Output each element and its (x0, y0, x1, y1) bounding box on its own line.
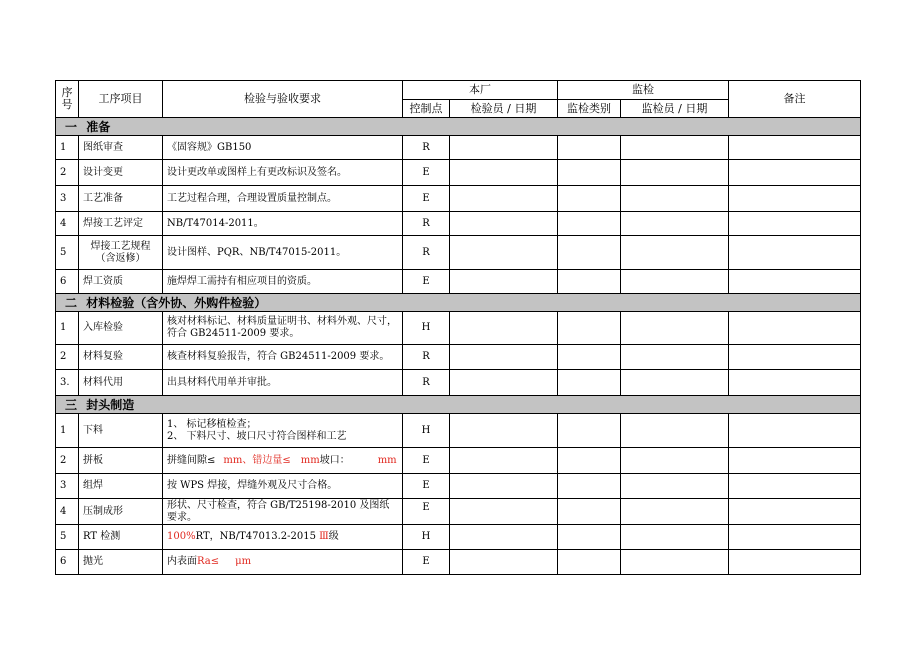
table-row (56, 474, 861, 499)
row-inspector-cell[interactable] (450, 474, 558, 499)
row-no: 3 (56, 474, 79, 499)
row-no: 6 (56, 270, 79, 294)
table-row (56, 270, 861, 294)
row-control-point: E (403, 499, 450, 525)
req-gap-unit: mm、错边量≤ (223, 454, 291, 466)
req-gap-label: 拼缝间隙≤ (167, 454, 216, 466)
header-factory: 本厂 (403, 81, 558, 100)
req-surface-label: 内表面 (167, 556, 197, 567)
row-requirement (163, 550, 403, 575)
row-inspector-cell[interactable] (450, 414, 558, 448)
row-sup-category-cell[interactable] (558, 186, 621, 212)
row-sup-category-cell[interactable] (558, 212, 621, 236)
row-no: 5 (56, 525, 79, 550)
row-control-point: E (403, 474, 450, 499)
row-no: 6 (56, 550, 79, 575)
table-row (56, 186, 861, 212)
table-row (56, 345, 861, 370)
row-requirement (163, 448, 403, 474)
table-row (56, 550, 861, 575)
row-no: 5 (56, 236, 79, 270)
row-requirement (163, 312, 403, 345)
row-sup-inspector-cell[interactable] (621, 474, 729, 499)
row-control-point: E (403, 160, 450, 186)
table-row (56, 212, 861, 236)
row-inspector-cell[interactable] (450, 345, 558, 370)
row-requirement-line1: 1、 标记移植检查； (167, 418, 257, 430)
table-row (56, 136, 861, 160)
row-sup-category-cell[interactable] (558, 345, 621, 370)
row-sup-inspector-cell[interactable] (621, 212, 729, 236)
row-item: 下料 (79, 414, 163, 448)
table-row (56, 448, 861, 474)
row-control-point: E (403, 550, 450, 575)
row-control-point: R (403, 236, 450, 270)
row-control-point: R (403, 345, 450, 370)
row-item: 抛光 (79, 550, 163, 575)
row-requirement: 设计更改单或图样上有更改标识及签名。 (163, 160, 403, 186)
row-sup-inspector-cell[interactable] (621, 186, 729, 212)
row-item-line2: （含返修） (95, 252, 146, 264)
row-remark-cell[interactable] (729, 270, 861, 294)
row-sup-inspector-cell[interactable] (621, 448, 729, 474)
header-supervision: 监检 (558, 81, 729, 100)
row-sup-category-cell[interactable] (558, 236, 621, 270)
row-requirement-line2: 2、 下料尺寸、坡口尺寸符合图样和工艺 (167, 430, 347, 442)
req-bevel-label: 坡口： (319, 454, 350, 466)
row-sup-inspector-cell[interactable] (621, 136, 729, 160)
table-row (56, 160, 861, 186)
req-rt-percent: 100% (167, 531, 196, 542)
row-remark-cell[interactable] (729, 136, 861, 160)
row-requirement (163, 414, 403, 448)
row-sup-category-cell[interactable] (558, 525, 621, 550)
table-row (56, 370, 861, 396)
row-inspector-cell[interactable] (450, 448, 558, 474)
row-requirement: 按 WPS 焊接，焊缝外观及尺寸合格。 (163, 474, 403, 499)
row-control-point: H (403, 525, 450, 550)
row-inspector-cell[interactable] (450, 370, 558, 396)
row-sup-inspector-cell[interactable] (621, 525, 729, 550)
row-remark-cell[interactable] (729, 186, 861, 212)
row-requirement-line2: 符合 GB24511-2009 要求。 (167, 328, 300, 339)
row-requirement: 核查材料复验报告，符合 GB24511-2009 要求。 (163, 345, 403, 370)
table-row (56, 312, 861, 345)
table-row (56, 414, 861, 448)
row-sup-inspector-cell[interactable] (621, 160, 729, 186)
row-sup-inspector-cell[interactable] (621, 270, 729, 294)
row-item: 工艺准备 (79, 186, 163, 212)
row-requirement: NB/T47014-2011。 (163, 212, 403, 236)
req-surface-unit: μm (235, 556, 252, 567)
row-control-point: E (403, 270, 450, 294)
row-remark-cell[interactable] (729, 414, 861, 448)
row-sup-inspector-cell[interactable] (621, 312, 729, 345)
row-requirement: 设计图样、PQR、NB/T47015-2011。 (163, 236, 403, 270)
row-item: 设计变更 (79, 160, 163, 186)
row-requirement: 工艺过程合理，合理设置质量控制点。 (163, 186, 403, 212)
header-requirement: 检验与验收要求 (163, 81, 403, 118)
row-no: 2 (56, 345, 79, 370)
header-process: 工序项目 (79, 81, 163, 118)
row-requirement (163, 525, 403, 550)
row-inspector-cell[interactable] (450, 160, 558, 186)
row-item: 入库检验 (79, 312, 163, 345)
table-row (56, 499, 861, 525)
row-sup-category-cell[interactable] (558, 270, 621, 294)
inspection-table (55, 80, 861, 575)
row-sup-category-cell[interactable] (558, 312, 621, 345)
header-control-point: 控制点 (403, 100, 450, 118)
row-remark-cell[interactable] (729, 312, 861, 345)
row-no: 2 (56, 448, 79, 474)
row-item: 拼板 (79, 448, 163, 474)
row-control-point: R (403, 136, 450, 160)
header-seq: 序号 (56, 81, 79, 118)
row-control-point: R (403, 370, 450, 396)
row-item: RT 检测 (79, 525, 163, 550)
row-item-line1: 焊接工艺规程 (90, 240, 151, 252)
row-no: 1 (56, 136, 79, 160)
row-item (79, 236, 163, 270)
row-inspector-cell[interactable] (450, 525, 558, 550)
row-inspector-cell[interactable] (450, 550, 558, 575)
row-sup-category-cell[interactable] (558, 474, 621, 499)
row-sup-inspector-cell[interactable] (621, 345, 729, 370)
row-no: 3 (56, 186, 79, 212)
row-requirement: 出具材料代用单并审批。 (163, 370, 403, 396)
row-requirement: 形状、尺寸检查，符合 GB/T25198-2010 及图纸要求。 (163, 499, 403, 525)
section-header (56, 294, 861, 312)
row-sup-category-cell[interactable] (558, 136, 621, 160)
section-title: 准备 (86, 119, 111, 134)
row-remark-cell[interactable] (729, 212, 861, 236)
row-remark-cell[interactable] (729, 370, 861, 396)
row-requirement-line1: 核对材料标记、材料质量证明书、材料外观、尺寸， (167, 316, 397, 327)
row-remark-cell[interactable] (729, 525, 861, 550)
row-sup-inspector-cell[interactable] (621, 414, 729, 448)
req-misalign-unit: mm (300, 454, 320, 466)
req-surface-ra: Ra≤ (197, 556, 220, 567)
row-sup-category-cell[interactable] (558, 499, 621, 525)
row-sup-inspector-cell[interactable] (621, 499, 729, 525)
req-bevel-unit: mm (377, 454, 397, 466)
section-title: 材料检验（含外协、外购件检验） (86, 295, 267, 310)
section-number: 一 (64, 119, 77, 134)
row-control-point: E (403, 186, 450, 212)
header-remark: 备注 (729, 81, 861, 118)
row-control-point: E (403, 448, 450, 474)
header-sup-category: 监检类别 (558, 100, 621, 118)
row-item: 组焊 (79, 474, 163, 499)
row-requirement: 《固容规》GB150 (163, 136, 403, 160)
header-sup-inspector-date: 监检员 / 日期 (621, 100, 729, 118)
table-row (56, 236, 861, 270)
section-number: 二 (64, 295, 77, 310)
row-control-point: R (403, 212, 450, 236)
row-inspector-cell[interactable] (450, 136, 558, 160)
row-item: 材料代用 (79, 370, 163, 396)
row-no: 4 (56, 212, 79, 236)
section-title: 封头制造 (86, 397, 135, 412)
row-remark-cell[interactable] (729, 345, 861, 370)
row-control-point: H (403, 312, 450, 345)
section-header (56, 118, 861, 136)
row-remark-cell[interactable] (729, 550, 861, 575)
row-item: 材料复验 (79, 345, 163, 370)
table-row (56, 525, 861, 550)
row-sup-inspector-cell[interactable] (621, 236, 729, 270)
row-remark-cell[interactable] (729, 499, 861, 525)
req-rt-grade-suffix: 级 (328, 531, 339, 542)
row-sup-category-cell[interactable] (558, 160, 621, 186)
row-item: 焊工资质 (79, 270, 163, 294)
row-item: 焊接工艺评定 (79, 212, 163, 236)
row-inspector-cell[interactable] (450, 499, 558, 525)
row-no: 3. (56, 370, 79, 396)
row-control-point: H (403, 414, 450, 448)
row-remark-cell[interactable] (729, 236, 861, 270)
row-item: 压制成形 (79, 499, 163, 525)
row-item: 图纸审查 (79, 136, 163, 160)
req-rt-grade: Ⅲ (319, 531, 329, 542)
row-inspector-cell[interactable] (450, 270, 558, 294)
row-remark-cell[interactable] (729, 448, 861, 474)
row-sup-category-cell[interactable] (558, 448, 621, 474)
section-number: 三 (64, 397, 77, 412)
row-sup-category-cell[interactable] (558, 370, 621, 396)
row-inspector-cell[interactable] (450, 212, 558, 236)
row-requirement: 施焊焊工需持有相应项目的资质。 (163, 270, 403, 294)
section-header (56, 396, 861, 414)
req-rt-standard: RT，NB/T47013.2-2015 (195, 531, 316, 542)
row-inspector-cell[interactable] (450, 236, 558, 270)
row-sup-inspector-cell[interactable] (621, 370, 729, 396)
row-remark-cell[interactable] (729, 160, 861, 186)
row-sup-category-cell[interactable] (558, 550, 621, 575)
row-sup-inspector-cell[interactable] (621, 550, 729, 575)
row-inspector-cell[interactable] (450, 186, 558, 212)
row-no: 1 (56, 312, 79, 345)
row-inspector-cell[interactable] (450, 312, 558, 345)
row-no: 4 (56, 499, 79, 525)
header-inspector-date: 检验员 / 日期 (450, 100, 558, 118)
row-remark-cell[interactable] (729, 474, 861, 499)
row-sup-category-cell[interactable] (558, 414, 621, 448)
row-no: 2 (56, 160, 79, 186)
row-no: 1 (56, 414, 79, 448)
